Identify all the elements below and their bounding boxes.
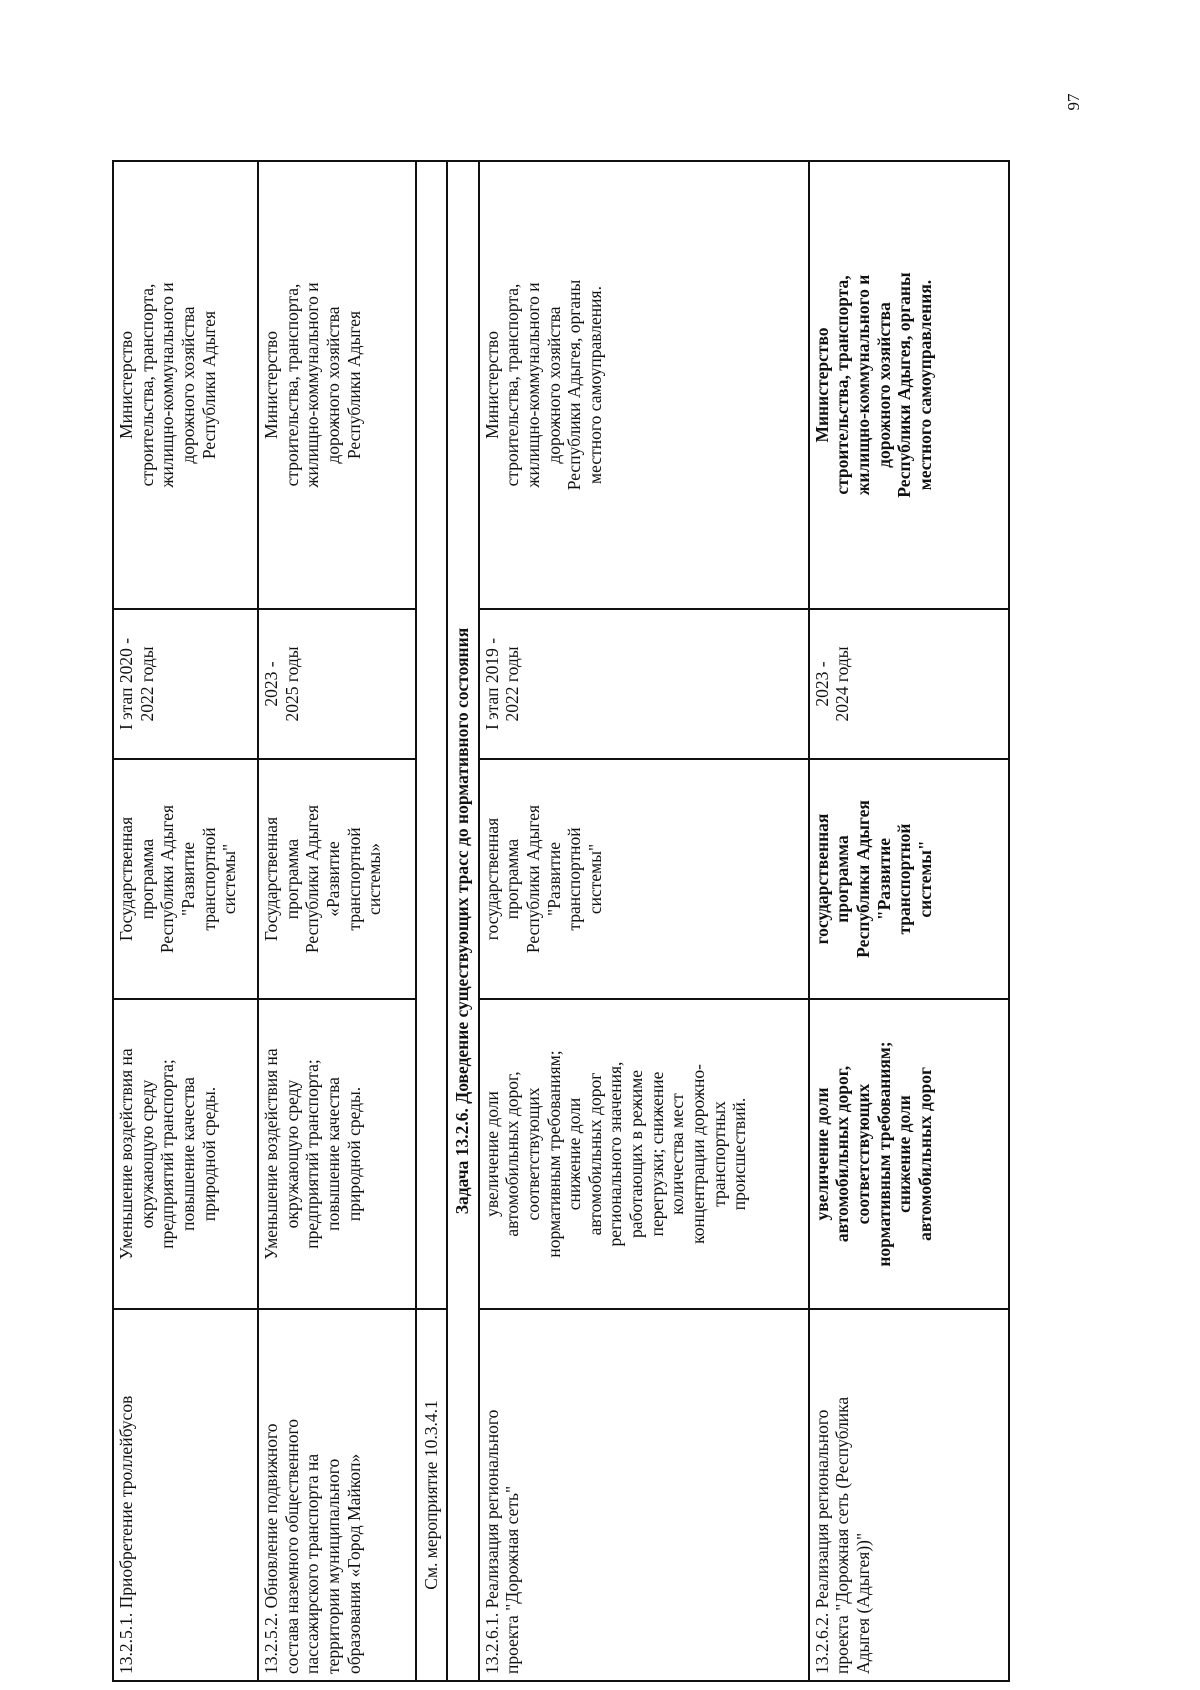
result-cell: Уменьшение воздействия на окружающую среду предприятий транспорта; повышение качества природной среды. — [258, 999, 416, 1309]
event-cell: 13.2.5.2. Обновление подвижного состава наземного общественного пассажирского транспорта на территории муниципального образования «Город Майкоп» — [258, 1309, 416, 1681]
task-heading: Задача 13.2.6. Доведение существующих трасс до нормативного состояния — [447, 161, 479, 1681]
event-cell: 13.2.6.2. Реализация регионального проекта "Дорожная сеть (Республика Адыгея (Адыгея))" — [809, 1309, 1009, 1681]
period-cell: I этап 2019 - 2022 годы — [479, 609, 809, 759]
table-row — [258, 161, 416, 1681]
period-cell: I этап 2020 - 2022 годы — [113, 609, 258, 759]
result-cell: увеличение доли автомобильных дорог, соответствующих нормативным требованиям; снижение доли автомобильных дорог — [809, 999, 1009, 1309]
see-also-cell: См. мероприятие 10.3.4.1 — [416, 1309, 447, 1681]
table-row — [113, 161, 258, 1681]
activities-table — [112, 160, 1010, 1682]
event-cell: 13.2.5.1. Приобретение троллейбусов — [113, 1309, 258, 1681]
period-cell: 2023 - 2024 годы — [809, 609, 1009, 759]
page-number: 97 — [1064, 93, 1083, 111]
program-cell: государственная программа Республики Адыгея "Развитие транспортной системы" — [809, 759, 1009, 999]
executor-cell: Министерство строительства, транспорта, жилищно-коммунального и дорожного хозяйства Республики Адыгея, органы местного самоуправления. — [809, 161, 1009, 609]
executor-cell: Министерство строительства, транспорта, жилищно-коммунального и дорожного хозяйства Республики Адыгея — [258, 161, 416, 609]
table-row — [479, 161, 809, 1681]
event-cell: 13.2.6.1. Реализация регионального проекта "Дорожная сеть" — [479, 1309, 809, 1681]
executor-cell: Министерство строительства, транспорта, жилищно-коммунального и дорожного хозяйства Республики Адыгея, органы местного самоуправления. — [479, 161, 809, 609]
result-cell: Уменьшение воздействия на окружающую среду предприятий транспорта; повышение качества природной среды. — [113, 999, 258, 1309]
table-row — [416, 161, 447, 1681]
executor-cell: Министерство строительства, транспорта, жилищно-коммунального и дорожного хозяйства Республики Адыгея — [113, 161, 258, 609]
landscape-table-container — [112, 162, 1007, 1682]
result-cell: увеличение доли автомобильных дорог, соответствующих нормативным требованиям; снижение доли автомобильных дорог регионального значения, работающих в режиме перегрузки; снижение количества мест концентрации дорожно- транспортных происшествий. — [479, 999, 809, 1309]
rotated-page-content — [112, 162, 1007, 1682]
program-cell: Государственная программа Республики Адыгея «Развитие транспортной системы» — [258, 759, 416, 999]
period-cell: 2023 - 2025 годы — [258, 609, 416, 759]
program-cell: Государственная программа Республики Адыгея "Развитие транспортной системы" — [113, 759, 258, 999]
program-cell: государственная программа Республики Адыгея "Развитие транспортной системы" — [479, 759, 809, 999]
task-row — [447, 161, 479, 1681]
table-row — [809, 161, 1009, 1681]
empty-cell — [416, 161, 447, 1309]
